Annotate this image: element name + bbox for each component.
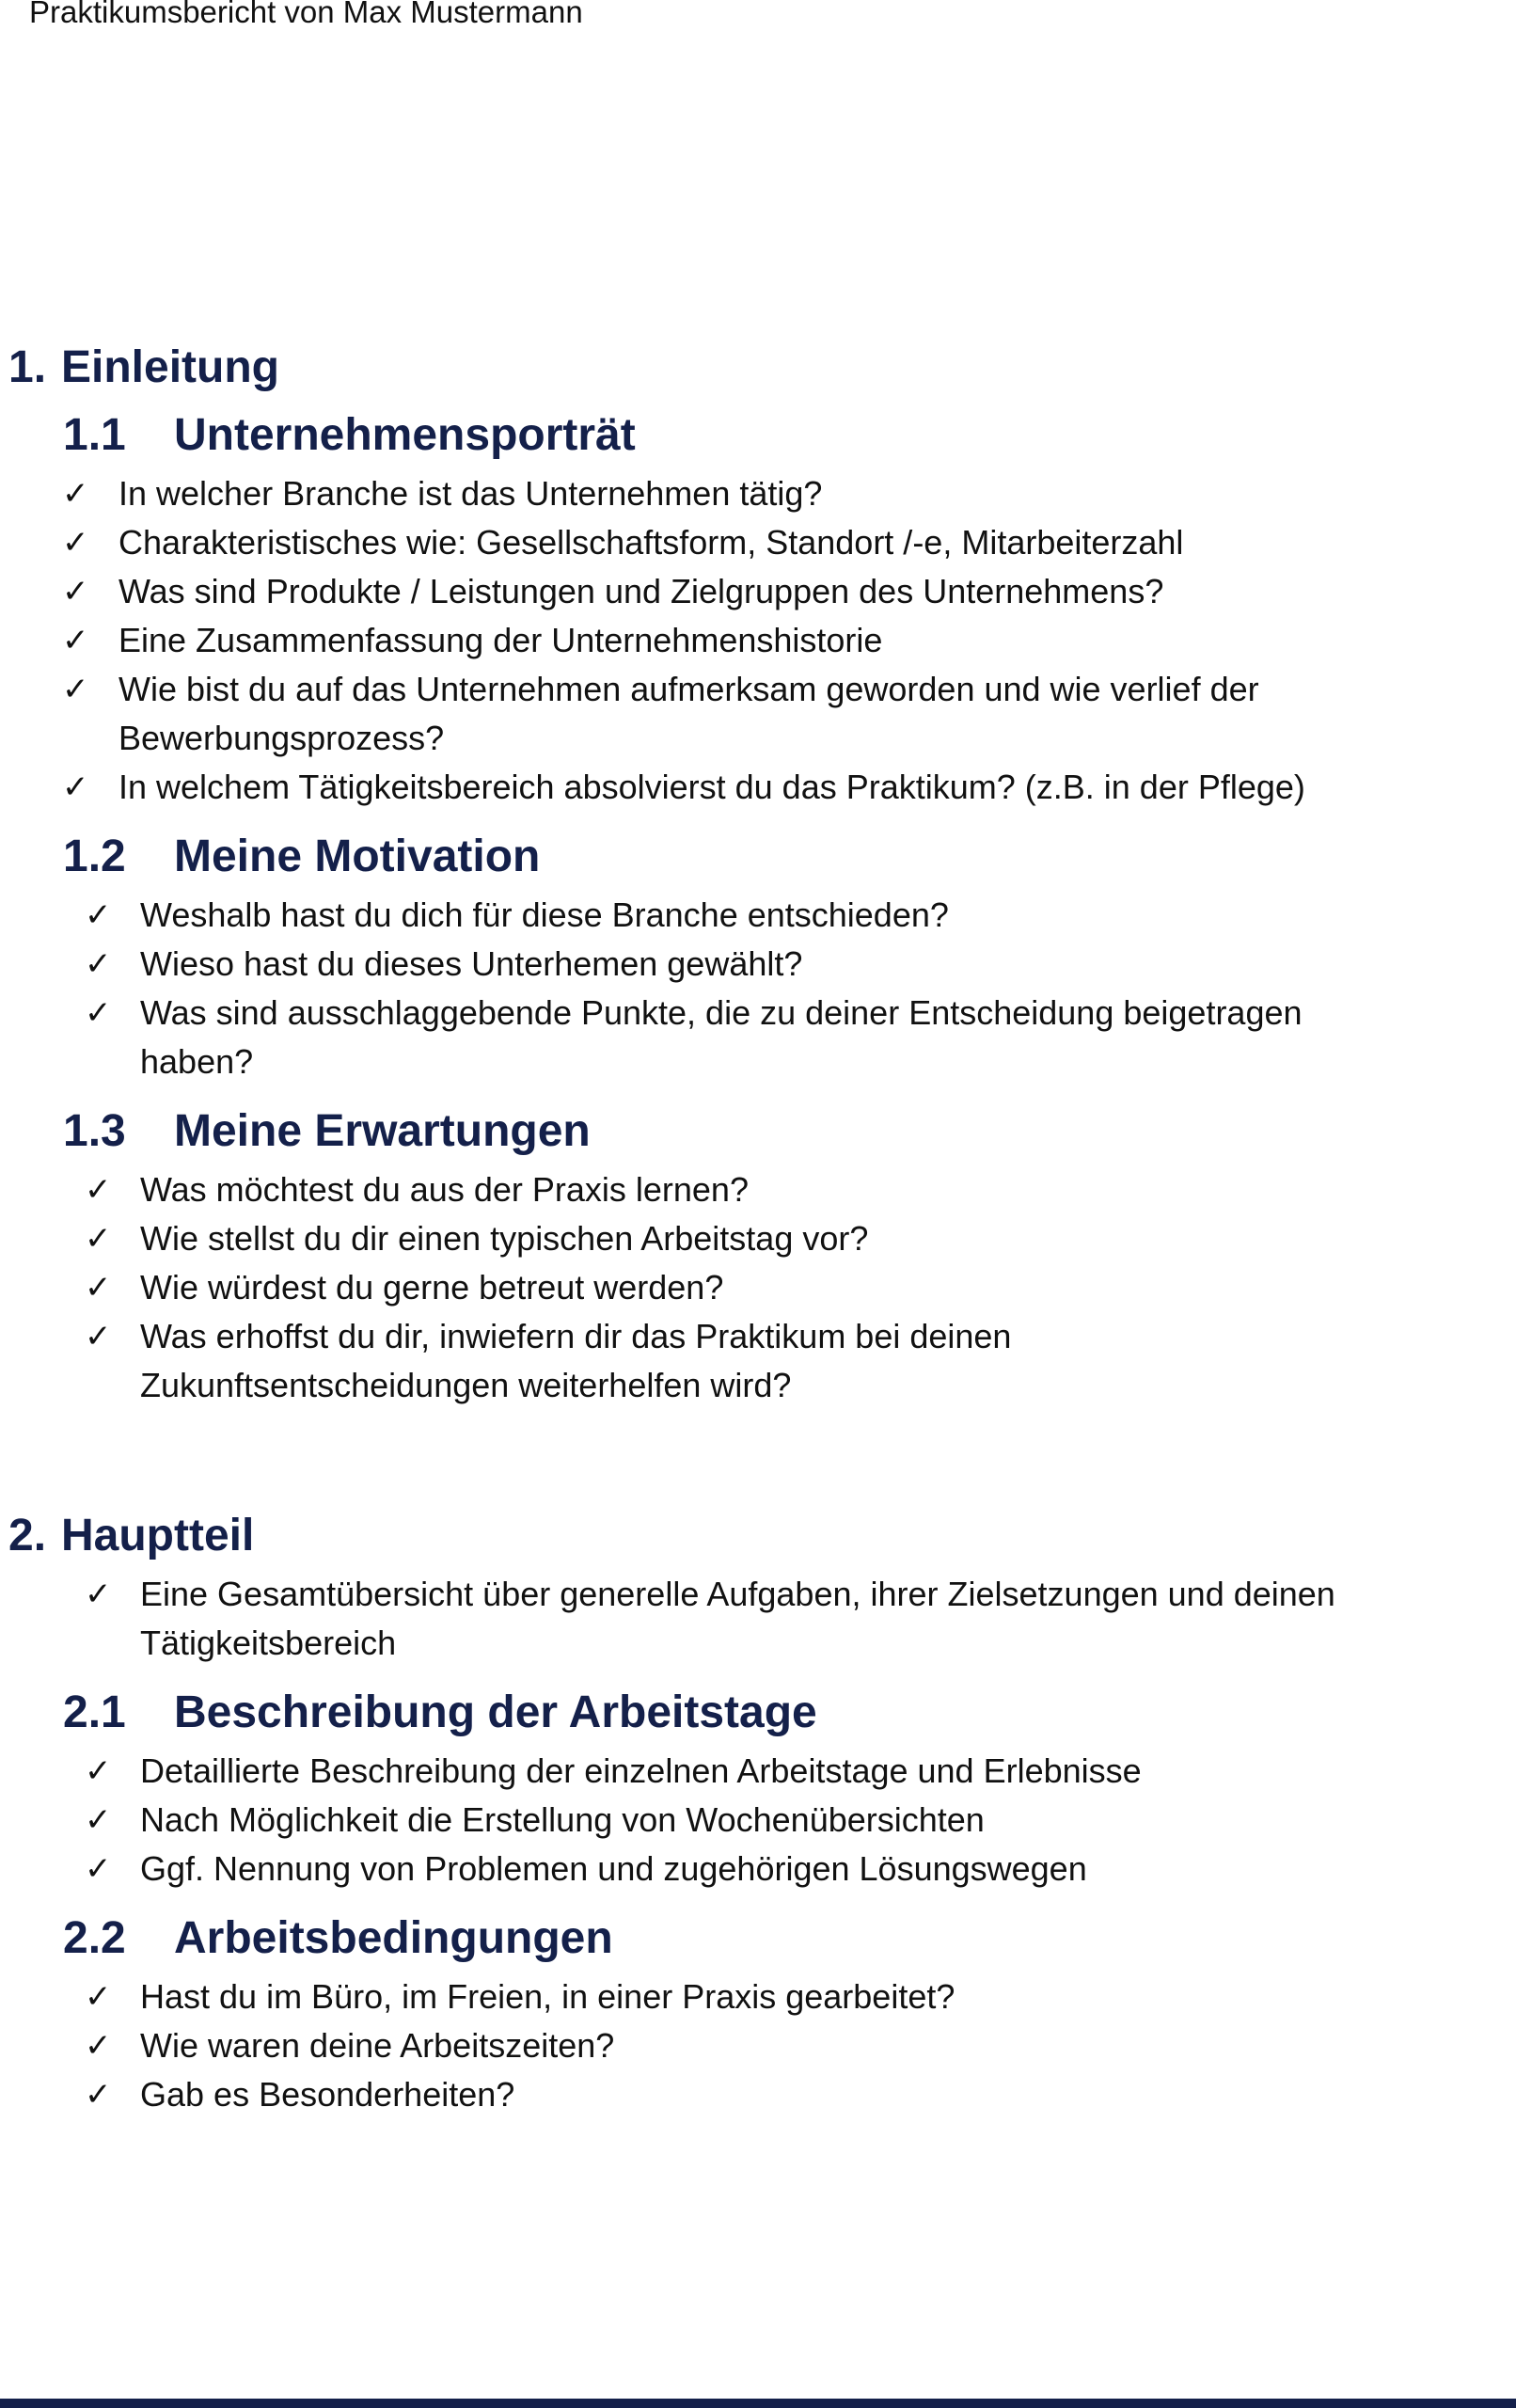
heading-number: 1.2 [63, 832, 126, 881]
list-item: ✓ Was sind ausschlaggebende Punkte, die zu deiner Entscheidung beigetragen haben? [0, 989, 1516, 1086]
checkmark-icon: ✓ [85, 1318, 112, 1355]
list-item: ✓ Wie stellst du dir einen typischen Arbeitstag vor? [0, 1214, 1516, 1263]
checkmark-icon: ✓ [62, 573, 89, 610]
heading-title: Unternehmensporträt [174, 410, 636, 460]
checklist-arbeitsbedingungen [0, 1972, 1516, 2119]
checkmark-icon: ✓ [85, 1850, 112, 1888]
heading-title: Meine Motivation [174, 832, 541, 881]
list-item: ✓ Wie würdest du gerne betreut werden? [0, 1263, 1516, 1312]
heading-title: Arbeitsbedingungen [174, 1913, 613, 1963]
heading-title: Einleitung [61, 342, 279, 392]
heading-unternehmensportraet [63, 402, 1516, 469]
checklist-unternehmensportraet [0, 469, 1516, 812]
list-item: ✓ Wie bist du auf das Unternehmen aufmerksam geworden und wie verlief der Bewerbungsprozess? [0, 665, 1516, 763]
list-item: ✓ Hast du im Büro, im Freien, in einer Praxis gearbeitet? [0, 1972, 1516, 2021]
heading-number: 1.3 [63, 1106, 126, 1156]
list-item: ✓ Was möchtest du aus der Praxis lernen? [0, 1165, 1516, 1214]
checkmark-icon: ✓ [85, 1269, 112, 1307]
heading-number: 1. [8, 342, 47, 392]
page-header: Praktikumsbericht von Max Mustermann [29, 0, 583, 29]
heading-meine-motivation [63, 823, 1516, 891]
list-item: ✓ Wieso hast du dieses Unterhemen gewählt? [0, 940, 1516, 989]
list-item: ✓ Eine Gesamtübersicht über generelle Aufgaben, ihrer Zielsetzungen und deinen Tätigkeitsbereich [0, 1570, 1516, 1668]
heading-title: Hauptteil [61, 1511, 255, 1560]
list-item: ✓ Eine Zusammenfassung der Unternehmenshistorie [0, 616, 1516, 665]
checkmark-icon: ✓ [85, 1576, 112, 1613]
list-item: ✓ Charakteristisches wie: Gesellschaftsform, Standort /-e, Mitarbeiterzahl [0, 518, 1516, 567]
checkmark-icon: ✓ [85, 1752, 112, 1790]
document-body [0, 334, 1516, 2119]
heading-number: 2. [8, 1511, 47, 1560]
heading-hauptteil [8, 1502, 1516, 1570]
heading-number: 2.1 [63, 1687, 126, 1737]
list-item: ✓ Detaillierte Beschreibung der einzelnen Arbeitstage und Erlebnisse [0, 1747, 1516, 1796]
checklist-meine-erwartungen [0, 1165, 1516, 1410]
checklist-hauptteil [0, 1570, 1516, 1668]
checkmark-icon: ✓ [85, 2027, 112, 2065]
heading-arbeitsbedingungen [63, 1905, 1516, 1972]
checkmark-icon: ✓ [85, 1978, 112, 2016]
checkmark-icon: ✓ [62, 524, 89, 562]
checklist-meine-motivation [0, 891, 1516, 1086]
checkmark-icon: ✓ [85, 1220, 112, 1258]
checkmark-icon: ✓ [85, 2076, 112, 2114]
heading-number: 2.2 [63, 1913, 126, 1963]
checkmark-icon: ✓ [85, 994, 112, 1032]
heading-title: Beschreibung der Arbeitstage [174, 1687, 817, 1737]
heading-beschreibung-der-arbeitstage [63, 1679, 1516, 1747]
checkmark-icon: ✓ [62, 768, 89, 806]
list-item: ✓ Wie waren deine Arbeitszeiten? [0, 2021, 1516, 2070]
list-item: ✓ Ggf. Nennung von Problemen und zugehörigen Lösungswegen [0, 1845, 1516, 1893]
heading-meine-erwartungen [63, 1098, 1516, 1165]
checkmark-icon: ✓ [85, 945, 112, 983]
list-item: ✓ Gab es Besonderheiten? [0, 2070, 1516, 2119]
list-item: ✓ In welcher Branche ist das Unternehmen tätig? [0, 469, 1516, 518]
heading-einleitung [8, 334, 1516, 402]
checkmark-icon: ✓ [62, 671, 89, 708]
footer-rule [0, 2399, 1516, 2408]
heading-number: 1.1 [63, 410, 126, 460]
list-item: ✓ Was sind Produkte / Leistungen und Zielgruppen des Unternehmens? [0, 567, 1516, 616]
checkmark-icon: ✓ [62, 622, 89, 659]
checkmark-icon: ✓ [85, 1801, 112, 1839]
list-item: ✓ Nach Möglichkeit die Erstellung von Wochenübersichten [0, 1796, 1516, 1845]
checkmark-icon: ✓ [62, 475, 89, 513]
list-item: ✓ Was erhoffst du dir, inwiefern dir das Praktikum bei deinen Zukunftsentscheidungen weiterhelfen wird? [0, 1312, 1516, 1410]
list-item: ✓ Weshalb hast du dich für diese Branche entschieden? [0, 891, 1516, 940]
list-item: ✓ In welchem Tätigkeitsbereich absolvierst du das Praktikum? (z.B. in der Pflege) [0, 763, 1516, 812]
checkmark-icon: ✓ [85, 896, 112, 934]
checklist-beschreibung-der-arbeitstage [0, 1747, 1516, 1893]
heading-title: Meine Erwartungen [174, 1106, 591, 1156]
checkmark-icon: ✓ [85, 1171, 112, 1209]
